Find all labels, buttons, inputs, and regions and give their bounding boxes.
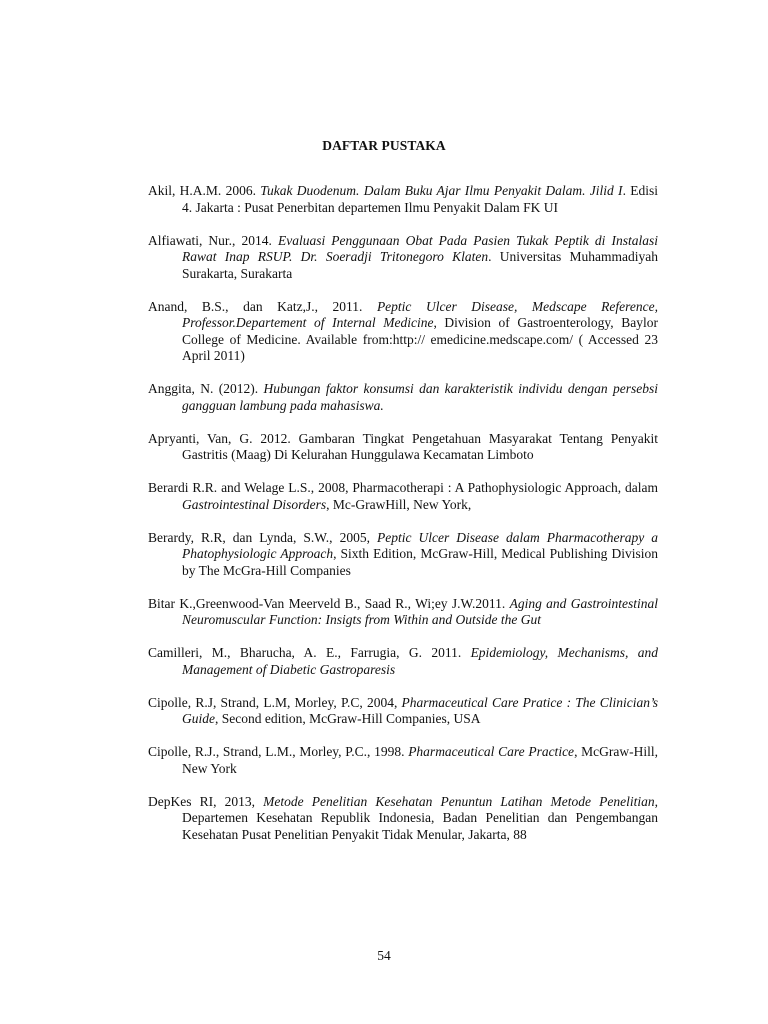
ref-title: Epidemiology, Mechanisms, and Management of Diabetic Gastroparesis	[182, 645, 658, 677]
reference-item	[148, 596, 658, 629]
page-title: DAFTAR PUSTAKA	[322, 138, 446, 153]
reference-list	[148, 183, 658, 860]
reference-item	[148, 431, 658, 464]
ref-text: Cipolle, R.J., Strand, L.M., Morley, P.C., 1998.	[148, 744, 409, 759]
reference-item	[148, 480, 658, 513]
ref-details: , McGraw-Hill, New York	[182, 744, 658, 776]
ref-text: Apryanti, Van, G. 2012. Gambaran Tingkat Pengetahuan Masyarakat Tentang Penyakit Gastritis (Maag) Di Kelurahan Hunggulawa Kecamatan Limboto	[148, 430, 658, 462]
ref-text: Berardi R.R. and Welage L.S., 2008, Pharmacotherapi : A Pathophysiologic Approach, dalam	[148, 480, 658, 495]
ref-details: , Departemen Kesehatan Republik Indonesia, Badan Penelitian dan Pengembangan Kesehatan Pusat Penelitian Penyakit Tidak Menular, Jakarta, 88	[182, 793, 658, 842]
ref-title: Tukak Duodenum. Dalam Buku Ajar Ilmu Penyakit Dalam. Jilid I	[260, 183, 623, 198]
reference-item	[148, 183, 658, 216]
ref-title: Pharmaceutical Care Practice	[408, 744, 575, 759]
reference-item	[148, 794, 658, 844]
ref-text: Alfiawati, Nur., 2014.	[148, 232, 278, 248]
ref-details: , Division of Gastroenterology, Baylor College of Medicine. Available from:http:// emedicine.medscape.com/ ( Accessed 23 April 2011)	[182, 315, 658, 363]
reference-item	[148, 744, 658, 777]
ref-title: Peptic Ulcer Disease, Medscape Reference, Professor.Departement of Internal Medicine	[182, 298, 658, 330]
reference-item	[148, 645, 658, 678]
ref-text: Akil, H.A.M. 2006.	[148, 183, 261, 198]
ref-title: Evaluasi Penggunaan Obat Pada Pasien Tukak Peptik di Instalasi Rawat Inap RSUP. Dr. Soeradji Tritonegoro Klaten	[182, 232, 658, 264]
reference-item	[148, 530, 658, 580]
ref-text: DepKes RI, 2013,	[148, 793, 264, 809]
ref-details: , Second edition, McGraw-Hill Companies, USA	[215, 711, 481, 726]
ref-title: Gastrointestinal Disorders	[182, 496, 327, 512]
ref-title: Metode Penelitian Kesehatan Penuntun Latihan Metode Penelitian	[263, 793, 655, 809]
ref-details: . Universitas Muhammadiyah Surakarta, Surakarta	[182, 249, 658, 281]
reference-item	[148, 233, 658, 283]
reference-item	[148, 381, 658, 414]
ref-text: Bitar K.,Greenwood-Van Meerveld B., Saad R., Wi;ey J.W.2011.	[148, 595, 510, 611]
reference-item	[148, 695, 658, 728]
page-number: 54	[377, 948, 391, 963]
ref-details: . Edisi 4. Jakarta : Pusat Penerbitan departemen Ilmu Penyakit Dalam FK UI	[182, 183, 658, 215]
ref-title: Hubungan faktor konsumsi dan karakteristik individu dengan persebsi gangguan lambung pada mahasiswa.	[182, 381, 658, 413]
ref-title: Aging and Gastrointestinal Neuromuscular Function: Insigts from Within and Outside the Gut	[182, 595, 658, 627]
ref-text: Cipolle, R.J, Strand, L.M, Morley, P.C, 2004,	[148, 694, 402, 710]
reference-item	[148, 299, 658, 365]
ref-details: , Sixth Edition, McGraw-Hill, Medical Publishing Division by The McGra-Hill Companies	[182, 546, 658, 578]
ref-title: Pharmaceutical Care Pratice : The Clinician’s Guide	[182, 694, 658, 726]
ref-title: Peptic Ulcer Disease dalam Pharmacotherapy a Phatophysiologic Approach	[182, 529, 658, 561]
ref-text: Anand, B.S., dan Katz,J., 2011.	[148, 298, 377, 314]
ref-text: Anggita, N. (2012).	[148, 381, 264, 396]
ref-text: Camilleri, M., Bharucha, A. E., Farrugia, G. 2011.	[148, 645, 471, 660]
ref-text: Berardy, R.R, dan Lynda, S.W., 2005,	[148, 529, 377, 545]
ref-details: , Mc-GrawHill, New York,	[326, 496, 472, 512]
